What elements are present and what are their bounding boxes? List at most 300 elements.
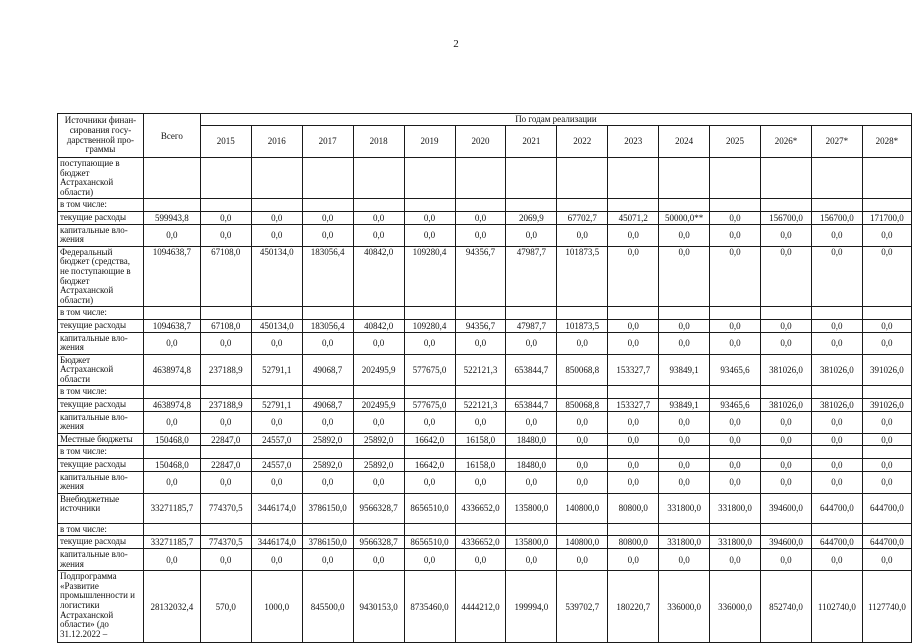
table-cell (862, 386, 911, 399)
table-cell: 4638974,8 (143, 399, 200, 412)
table-cell: 381026,0 (811, 354, 862, 386)
table-cell: 0,0 (862, 459, 911, 472)
table-cell (251, 446, 302, 459)
table-cell: 0,0 (143, 332, 200, 354)
table-cell: 0,0 (557, 549, 608, 571)
row-label: Подпрограмма «Развитие промышленности и логистики Астраханской области» (до 31.12.2022 – (58, 571, 144, 643)
table-cell (455, 523, 506, 536)
table-cell: 0,0 (557, 332, 608, 354)
table-row (58, 459, 912, 472)
table-cell: 8735460,0 (404, 571, 455, 643)
row-label: в том числе: (58, 199, 144, 212)
row-label: поступающие в бюджет Астраханской области) (58, 158, 144, 199)
table-cell: 0,0 (302, 411, 353, 433)
table-cell: 0,0 (862, 411, 911, 433)
table-cell: 93465,6 (710, 354, 761, 386)
table-cell (404, 446, 455, 459)
table-row (58, 224, 912, 246)
table-cell: 845500,0 (302, 571, 353, 643)
table-cell (811, 307, 862, 320)
table-cell: 0,0 (811, 411, 862, 433)
table-cell: 50000,0** (659, 211, 710, 224)
table-cell (302, 523, 353, 536)
table-cell: 0,0 (557, 471, 608, 493)
table-cell: 0,0 (811, 224, 862, 246)
table-cell: 336000,0 (710, 571, 761, 643)
table-cell: 150468,0 (143, 433, 200, 446)
table-cell (811, 158, 862, 199)
table-cell: 0,0 (811, 332, 862, 354)
table-cell: 93849,1 (659, 354, 710, 386)
table-cell: 644700,0 (811, 493, 862, 523)
table-cell: 0,0 (710, 319, 761, 332)
table-row (58, 471, 912, 493)
table-cell: 3446174,0 (251, 536, 302, 549)
table-cell (659, 446, 710, 459)
table-cell: 0,0 (251, 224, 302, 246)
table-cell (811, 523, 862, 536)
row-label: в том числе: (58, 386, 144, 399)
table-cell (506, 446, 557, 459)
table-cell: 0,0 (710, 433, 761, 446)
header-year: 2019 (404, 125, 455, 157)
table-cell: 0,0 (506, 224, 557, 246)
table-cell: 8656510,0 (404, 493, 455, 523)
table-cell: 0,0 (710, 246, 761, 307)
table-cell: 0,0 (608, 433, 659, 446)
table-cell (557, 446, 608, 459)
table-cell: 0,0 (710, 211, 761, 224)
table-cell: 156700,0 (761, 211, 812, 224)
table-cell: 0,0 (710, 471, 761, 493)
table-cell: 331800,0 (710, 493, 761, 523)
row-label: Внебюджетные источники (58, 493, 144, 523)
table-cell: 0,0 (143, 471, 200, 493)
table-cell: 644700,0 (862, 493, 911, 523)
table-cell: 4336652,0 (455, 493, 506, 523)
table-cell (143, 307, 200, 320)
table-cell: 101873,5 (557, 246, 608, 307)
table-cell (608, 307, 659, 320)
table-cell: 539702,7 (557, 571, 608, 643)
table-cell: 0,0 (761, 246, 812, 307)
table-cell: 171700,0 (862, 211, 911, 224)
table-row (58, 411, 912, 433)
table-cell: 94356,7 (455, 246, 506, 307)
table-cell: 16642,0 (404, 433, 455, 446)
table-cell: 0,0 (302, 224, 353, 246)
header-year: 2025 (710, 125, 761, 157)
table-cell: 644700,0 (811, 536, 862, 549)
table-cell (251, 158, 302, 199)
header-year: 2016 (251, 125, 302, 157)
table-cell: 0,0 (200, 211, 251, 224)
table-cell: 0,0 (506, 411, 557, 433)
table-cell (353, 199, 404, 212)
row-label: текущие расходы (58, 319, 144, 332)
table-cell: 0,0 (862, 471, 911, 493)
table-cell: 237188,9 (200, 354, 251, 386)
table-cell: 577675,0 (404, 354, 455, 386)
table-cell: 3786150,0 (302, 493, 353, 523)
header-year: 2020 (455, 125, 506, 157)
table-cell (710, 158, 761, 199)
table-cell: 9566328,7 (353, 536, 404, 549)
table-cell: 0,0 (200, 549, 251, 571)
table-cell (404, 158, 455, 199)
table-cell: 0,0 (557, 459, 608, 472)
row-label: капитальные вло-жения (58, 224, 144, 246)
table-cell (761, 158, 812, 199)
table-cell: 109280,4 (404, 319, 455, 332)
table-cell (143, 199, 200, 212)
table-cell: 0,0 (608, 549, 659, 571)
header-year: 2026* (761, 125, 812, 157)
table-cell (353, 523, 404, 536)
row-label: капитальные вло-жения (58, 332, 144, 354)
table-cell (557, 199, 608, 212)
row-label: Бюджет Астраханской области (58, 354, 144, 386)
table-cell (761, 523, 812, 536)
table-cell: 0,0 (506, 332, 557, 354)
table-row (58, 433, 912, 446)
table-cell (506, 523, 557, 536)
row-label: Федеральный бюджет (средства, не поступающие в бюджет Астраханской области) (58, 246, 144, 307)
table-cell (302, 386, 353, 399)
table-cell: 0,0 (404, 549, 455, 571)
table-cell: 199994,0 (506, 571, 557, 643)
table-cell (200, 158, 251, 199)
table-cell: 0,0 (455, 224, 506, 246)
table-cell: 135800,0 (506, 536, 557, 549)
table-cell (608, 386, 659, 399)
table-cell (811, 199, 862, 212)
table-cell (659, 523, 710, 536)
table-cell: 644700,0 (862, 536, 911, 549)
table-cell: 0,0 (659, 319, 710, 332)
table-cell: 381026,0 (761, 399, 812, 412)
row-label: в том числе: (58, 307, 144, 320)
page-number: 2 (453, 38, 459, 50)
header-period: По годам реализации (200, 114, 911, 126)
table-cell: 0,0 (761, 471, 812, 493)
table-cell: 0,0 (455, 471, 506, 493)
header-year: 2024 (659, 125, 710, 157)
table-cell (455, 307, 506, 320)
table-cell: 25892,0 (302, 459, 353, 472)
table-cell: 25892,0 (353, 459, 404, 472)
table-cell: 381026,0 (761, 354, 812, 386)
table-cell: 0,0 (761, 459, 812, 472)
table-cell (302, 307, 353, 320)
table-cell: 0,0 (608, 459, 659, 472)
table-cell: 183056,4 (302, 246, 353, 307)
table-cell: 0,0 (811, 459, 862, 472)
table-cell: 0,0 (302, 471, 353, 493)
table-cell: 180220,7 (608, 571, 659, 643)
table-cell (506, 307, 557, 320)
table-cell: 0,0 (659, 224, 710, 246)
table-cell: 0,0 (200, 411, 251, 433)
table-cell (506, 158, 557, 199)
table-cell: 24557,0 (251, 459, 302, 472)
table-cell: 9430153,0 (353, 571, 404, 643)
table-cell: 1127740,0 (862, 571, 911, 643)
header-year: 2021 (506, 125, 557, 157)
table-cell: 0,0 (353, 332, 404, 354)
table-cell: 331800,0 (659, 493, 710, 523)
header-year: 2022 (557, 125, 608, 157)
table-cell (404, 199, 455, 212)
table-cell: 28132032,4 (143, 571, 200, 643)
table-cell (710, 307, 761, 320)
table-cell: 0,0 (761, 332, 812, 354)
table-cell: 25892,0 (353, 433, 404, 446)
table-cell: 16158,0 (455, 433, 506, 446)
table-cell: 570,0 (200, 571, 251, 643)
table-cell: 0,0 (143, 411, 200, 433)
table-cell: 0,0 (811, 471, 862, 493)
table-cell: 22847,0 (200, 433, 251, 446)
table-cell: 0,0 (251, 211, 302, 224)
table-row (58, 399, 912, 412)
table-cell: 4638974,8 (143, 354, 200, 386)
table-cell: 0,0 (404, 471, 455, 493)
table-cell (659, 307, 710, 320)
table-row (58, 493, 912, 523)
table-cell: 0,0 (455, 411, 506, 433)
table-cell (761, 307, 812, 320)
table-cell: 331800,0 (659, 536, 710, 549)
table-cell: 16158,0 (455, 459, 506, 472)
header-year: 2018 (353, 125, 404, 157)
table-cell: 93465,6 (710, 399, 761, 412)
table-cell: 80800,0 (608, 536, 659, 549)
table-cell (143, 386, 200, 399)
table-cell: 0,0 (811, 433, 862, 446)
table-cell: 0,0 (251, 332, 302, 354)
table-cell (200, 446, 251, 459)
table-cell: 150468,0 (143, 459, 200, 472)
table-cell: 80800,0 (608, 493, 659, 523)
table-cell: 135800,0 (506, 493, 557, 523)
table-cell (710, 386, 761, 399)
table-cell: 0,0 (251, 471, 302, 493)
table-cell: 24557,0 (251, 433, 302, 446)
table-cell (710, 446, 761, 459)
table-cell (761, 199, 812, 212)
table-cell: 45071,2 (608, 211, 659, 224)
table-cell: 18480,0 (506, 459, 557, 472)
table-cell (608, 446, 659, 459)
table-cell: 67108,0 (200, 319, 251, 332)
table-cell (862, 446, 911, 459)
table-cell: 391026,0 (862, 354, 911, 386)
table-cell: 49068,7 (302, 399, 353, 412)
table-cell: 450134,0 (251, 319, 302, 332)
table-cell: 25892,0 (302, 433, 353, 446)
table-cell (811, 386, 862, 399)
row-label: капитальные вло-жения (58, 471, 144, 493)
table-cell: 0,0 (353, 471, 404, 493)
table-cell: 153327,7 (608, 399, 659, 412)
table-cell: 0,0 (710, 332, 761, 354)
table-cell (404, 386, 455, 399)
table-cell (506, 386, 557, 399)
table-cell: 22847,0 (200, 459, 251, 472)
row-label: текущие расходы (58, 211, 144, 224)
table-cell: 0,0 (659, 411, 710, 433)
header-year: 2028* (862, 125, 911, 157)
table-cell: 0,0 (659, 549, 710, 571)
table-row (58, 354, 912, 386)
table-cell: 1094638,7 (143, 319, 200, 332)
table-cell: 850068,8 (557, 354, 608, 386)
table-cell: 0,0 (353, 224, 404, 246)
table-cell: 93849,1 (659, 399, 710, 412)
table-cell: 140800,0 (557, 536, 608, 549)
table-cell: 49068,7 (302, 354, 353, 386)
table-cell: 16642,0 (404, 459, 455, 472)
table-cell: 450134,0 (251, 246, 302, 307)
table-cell: 0,0 (455, 549, 506, 571)
table-cell: 0,0 (404, 224, 455, 246)
table-cell: 522121,3 (455, 399, 506, 412)
table-cell: 1094638,7 (143, 246, 200, 307)
table-cell: 0,0 (761, 319, 812, 332)
table-cell: 0,0 (302, 211, 353, 224)
header-source: Источники финан-сирования госу-дарственной про-граммы (58, 114, 144, 158)
table-cell: 0,0 (506, 549, 557, 571)
table-cell: 391026,0 (862, 399, 911, 412)
table-cell: 0,0 (710, 411, 761, 433)
table-cell: 0,0 (608, 411, 659, 433)
table-cell (659, 199, 710, 212)
table-row (58, 211, 912, 224)
table-cell: 0,0 (404, 411, 455, 433)
table-cell: 1000,0 (251, 571, 302, 643)
table-cell (608, 523, 659, 536)
table-cell (557, 307, 608, 320)
table-cell (302, 158, 353, 199)
table-cell: 0,0 (862, 332, 911, 354)
table-cell: 8656510,0 (404, 536, 455, 549)
table-cell: 183056,4 (302, 319, 353, 332)
table-cell (302, 446, 353, 459)
table-cell: 0,0 (302, 332, 353, 354)
table-cell (659, 386, 710, 399)
row-label: текущие расходы (58, 459, 144, 472)
table-cell: 0,0 (761, 433, 812, 446)
table-cell: 140800,0 (557, 493, 608, 523)
table-cell: 47987,7 (506, 319, 557, 332)
table-cell: 0,0 (455, 211, 506, 224)
table-row (58, 536, 912, 549)
table-cell (200, 199, 251, 212)
table-cell: 0,0 (200, 224, 251, 246)
table-cell: 94356,7 (455, 319, 506, 332)
table-cell (862, 523, 911, 536)
table-cell (404, 523, 455, 536)
table-cell: 47987,7 (506, 246, 557, 307)
table-cell: 0,0 (659, 246, 710, 307)
table-cell: 0,0 (302, 549, 353, 571)
table-cell: 0,0 (710, 459, 761, 472)
table-cell: 0,0 (608, 319, 659, 332)
table-cell: 394600,0 (761, 493, 812, 523)
table-cell (455, 386, 506, 399)
table-cell (251, 523, 302, 536)
table-cell (557, 523, 608, 536)
row-label: текущие расходы (58, 399, 144, 412)
table-cell: 109280,4 (404, 246, 455, 307)
table-cell: 0,0 (455, 332, 506, 354)
table-cell: 0,0 (251, 549, 302, 571)
table-cell: 0,0 (353, 211, 404, 224)
table-cell: 0,0 (761, 224, 812, 246)
row-label: Местные бюджеты (58, 433, 144, 446)
table-cell: 0,0 (353, 549, 404, 571)
table-cell (353, 158, 404, 199)
table-cell (251, 307, 302, 320)
table-cell: 0,0 (557, 224, 608, 246)
table-cell: 101873,5 (557, 319, 608, 332)
table-cell (710, 199, 761, 212)
table-cell: 4444212,0 (455, 571, 506, 643)
table-cell: 0,0 (862, 319, 911, 332)
table-cell (143, 158, 200, 199)
table-row (58, 549, 912, 571)
table-cell: 0,0 (811, 319, 862, 332)
row-label: текущие расходы (58, 536, 144, 549)
table-cell: 653844,7 (506, 399, 557, 412)
table-cell: 0,0 (557, 411, 608, 433)
table-cell: 3446174,0 (251, 493, 302, 523)
table-cell: 202495,9 (353, 354, 404, 386)
table-cell: 0,0 (811, 246, 862, 307)
table-cell: 0,0 (608, 246, 659, 307)
table-cell: 0,0 (811, 549, 862, 571)
table-cell: 0,0 (862, 433, 911, 446)
row-label: в том числе: (58, 523, 144, 536)
table-cell: 336000,0 (659, 571, 710, 643)
table-cell (200, 523, 251, 536)
table-cell: 18480,0 (506, 433, 557, 446)
table-cell (353, 307, 404, 320)
table-cell: 52791,1 (251, 399, 302, 412)
table-cell: 0,0 (862, 224, 911, 246)
table-row (58, 307, 912, 320)
table-cell: 850068,8 (557, 399, 608, 412)
table-row (58, 386, 912, 399)
table-cell (353, 386, 404, 399)
table-cell: 577675,0 (404, 399, 455, 412)
table-cell: 0,0 (608, 332, 659, 354)
table-cell (143, 446, 200, 459)
table-cell (710, 523, 761, 536)
table-cell: 0,0 (659, 471, 710, 493)
table-row (58, 199, 912, 212)
table-row (58, 523, 912, 536)
table-cell (251, 386, 302, 399)
table-cell: 0,0 (404, 211, 455, 224)
table-cell: 0,0 (761, 549, 812, 571)
table-cell (302, 199, 353, 212)
table-cell: 0,0 (353, 411, 404, 433)
table-cell: 237188,9 (200, 399, 251, 412)
table-cell: 40842,0 (353, 246, 404, 307)
table-cell: 394600,0 (761, 536, 812, 549)
